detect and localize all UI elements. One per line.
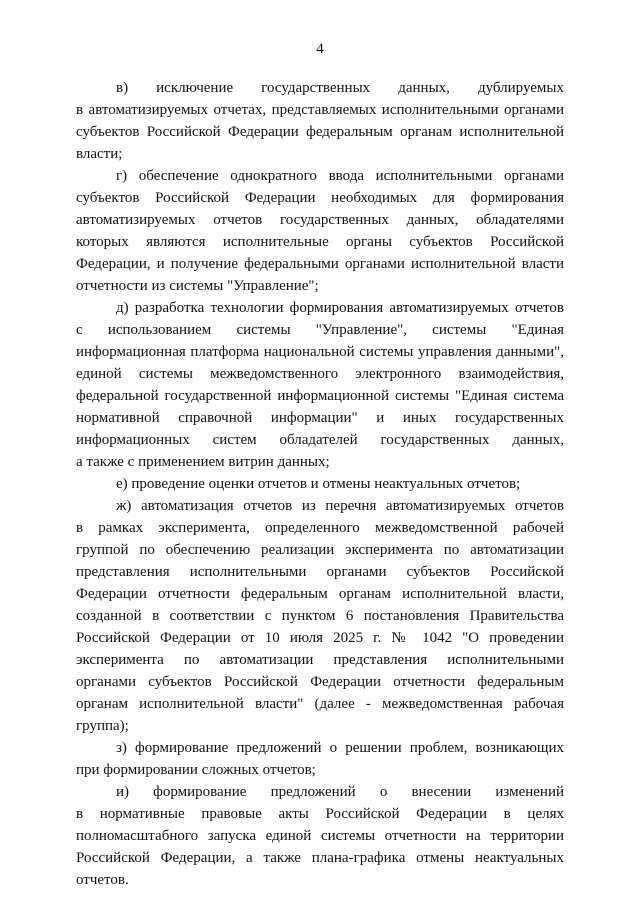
paragraph-line: созданной в соответствии с пунктом 6 постановления Правительства xyxy=(76,608,564,624)
paragraph-line: эксперимента по автоматизации представления исполнительными xyxy=(76,652,564,668)
paragraph-line: власти; xyxy=(76,146,123,162)
paragraph-line: при формировании сложных отчетов; xyxy=(76,762,316,778)
paragraph-line: в) исключение государственных данных, дублируемых xyxy=(116,80,564,96)
paragraph-line: отчетов. xyxy=(76,872,129,888)
paragraph-line: и) формирование предложений о внесении изменений xyxy=(116,784,564,800)
paragraph-line: в рамках эксперимента, определенного межведомственной рабочей xyxy=(76,520,564,536)
paragraph-z xyxy=(76,737,564,781)
paragraph-line: группой по обеспечению реализации эксперимента по автоматизации xyxy=(76,542,564,558)
paragraph-line: е) проведение оценки отчетов и отмены неактуальных отчетов; xyxy=(116,476,521,492)
paragraph-line: федеральной государственной информационной системы "Единая система xyxy=(76,388,564,404)
paragraph-line: автоматизируемых отчетов государственных данных, обладателями xyxy=(76,212,564,228)
paragraph-line: органами субъектов Российской Федерации отчетности федеральным xyxy=(76,674,564,690)
paragraph-line: информационная платформа национальной системы управления данными", xyxy=(76,344,564,360)
paragraph-line: Российской Федерации, а также плана-графика отмены неактуальных xyxy=(76,850,564,866)
paragraph-line: Российской Федерации от 10 июля 2025 г. № 1042 "О проведении xyxy=(76,630,564,646)
paragraph-g xyxy=(76,165,564,297)
paragraph-line: ж) автоматизация отчетов из перечня автоматизируемых отчетов xyxy=(116,498,564,514)
paragraph-line: группа); xyxy=(76,718,129,734)
paragraph-line: а также с применением витрин данных; xyxy=(76,454,330,470)
document-body xyxy=(76,77,564,891)
paragraph-line: органам исполнительной власти" (далее - межведомственная рабочая xyxy=(76,696,564,712)
paragraph-line: субъектов Российской Федерации федеральным органам исполнительной xyxy=(76,124,564,140)
paragraph-line: з) формирование предложений о решении проблем, возникающих xyxy=(116,740,564,756)
paragraph-line: г) обеспечение однократного ввода исполнительными органами xyxy=(116,168,564,184)
paragraph-i xyxy=(76,781,564,891)
paragraph-line: отчетности из системы "Управление"; xyxy=(76,278,319,294)
paragraph-line: единой системы межведомственного электронного взаимодействия, xyxy=(76,366,564,382)
paragraph-v xyxy=(76,77,564,165)
paragraph-line: Федерации отчетности федеральным органам исполнительной власти, xyxy=(76,586,564,602)
page-number: 4 xyxy=(316,41,324,57)
paragraph-line: информационных систем обладателей государственных данных, xyxy=(76,432,564,448)
paragraph-line: в нормативные правовые акты Российской Федерации в целях xyxy=(76,806,564,822)
paragraph-e xyxy=(76,473,564,495)
paragraph-line: в автоматизируемых отчетах, представляемых исполнительными органами xyxy=(76,102,564,118)
paragraph-line: д) разработка технологии формирования автоматизируемых отчетов xyxy=(116,300,564,316)
paragraph-zh xyxy=(76,495,564,737)
paragraph-line: с использованием системы "Управление", системы "Единая xyxy=(76,322,564,338)
paragraph-line: субъектов Российской Федерации необходимых для формирования xyxy=(76,190,564,206)
paragraph-line: которых являются исполнительные органы субъектов Российской xyxy=(76,234,564,250)
paragraph-line: нормативной справочной информации" и иных государственных xyxy=(76,410,564,426)
paragraph-line: Федерации, и получение федеральными органами исполнительной власти xyxy=(76,256,564,272)
paragraph-line: полномасштабного запуска единой системы отчетности на территории xyxy=(76,828,564,844)
paragraph-line: представления исполнительными органами субъектов Российской xyxy=(76,564,564,580)
paragraph-d xyxy=(76,297,564,473)
